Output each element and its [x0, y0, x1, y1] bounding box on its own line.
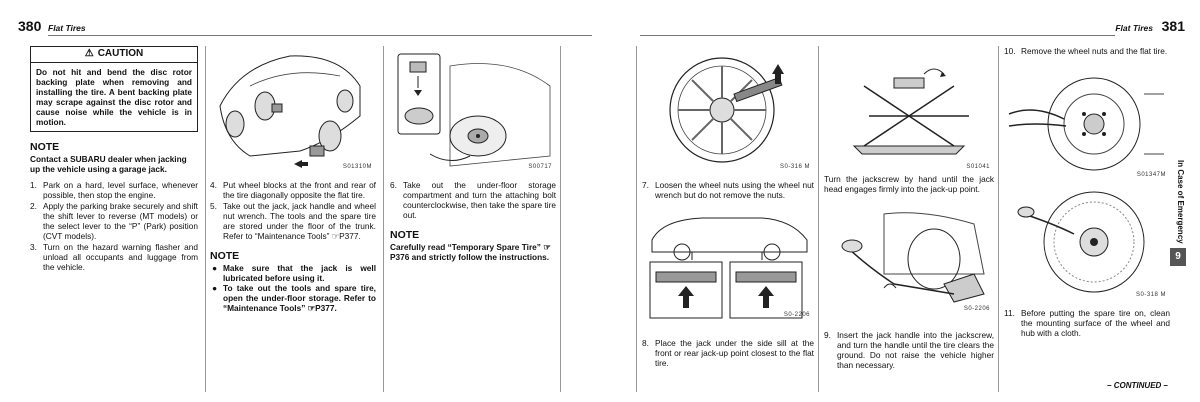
figure-code: S0-318 M — [1135, 292, 1166, 298]
chapter-label: In Case of Emergency — [1176, 160, 1185, 244]
steps-list — [642, 338, 814, 368]
step-item: 10. Remove the wheel nuts and the flat tire. — [1004, 46, 1168, 56]
wheel-nut-wrench-illustration — [642, 46, 814, 174]
figure-code: S0-2206 — [783, 312, 810, 318]
step-item: 2. Apply the parking brake securely and shift the shift lever to reverse (MT models) or the select lever to the “P” (Park) position (CVT models). — [30, 201, 198, 241]
jack-up-points-illustration — [642, 210, 814, 322]
jack-handle-illustration — [824, 204, 994, 316]
steps-list — [1004, 308, 1170, 338]
steps-list — [824, 330, 994, 370]
figure-code: S0-316 M — [779, 164, 810, 170]
right-header — [640, 18, 1185, 36]
remove-wheel-illustration — [1004, 64, 1170, 182]
right-page — [600, 0, 1200, 402]
note-title: NOTE — [30, 141, 60, 153]
continued-label: – CONTINUED – — [1107, 381, 1168, 390]
header-title: Flat Tires — [48, 23, 86, 33]
figure-code: S01310M — [342, 164, 372, 170]
step-item: 1. Park on a hard, level surface, whenever possible, then stop the engine. — [30, 180, 198, 200]
step-item: 8. Place the jack under the side sill at the front or rear jack-up point closest to the flat tire. — [642, 338, 814, 368]
figure-code: S01041 — [966, 164, 990, 170]
figure-code: S01347M — [1136, 172, 1166, 178]
chapter-side-tab — [1170, 160, 1186, 280]
note-title: NOTE — [210, 250, 240, 262]
wheel-blocks-illustration — [210, 46, 376, 174]
step-item: 6. Take out the under-floor storage compartment and turn the attaching bolt counterclockwise, then take the spare tire out. — [390, 180, 556, 220]
step-item: 5. Take out the jack, jack handle and wheel nut wrench. The tools and the spare tire are stored under the floor of the trunk. Refer to “Maintenance Tools” ☞P377. — [210, 201, 376, 241]
spare-tire-wheel-illustration — [1004, 184, 1170, 302]
left-header — [18, 18, 592, 36]
steps-list — [642, 180, 814, 200]
note-bullet: ● Make sure that the jack is well lubricated before using it. — [212, 263, 376, 283]
step-item: 3. Turn on the hazard warning flasher and unload all occupants and luggage from the vehicle. — [30, 242, 198, 272]
column-1 — [30, 46, 198, 392]
step-item: 7. Loosen the wheel nuts using the wheel nut wrench but do not remove the nuts. — [642, 180, 814, 200]
note-text: Carefully read “Temporary Spare Tire” ☞P376 and strictly follow the instructions. — [390, 242, 551, 262]
note-bullet: ● To take out the tools and spare tire, open the under-floor storage. Refer to “Maintenance Tools” ☞P377. — [212, 283, 376, 313]
steps-list — [390, 180, 556, 220]
spare-tire-storage-illustration — [390, 46, 556, 174]
steps-list — [210, 180, 376, 241]
step-item: 4. Put wheel blocks at the front and rear of the tire diagonally opposite the flat tire. — [210, 180, 376, 200]
caution-heading: ⚠ CAUTION — [31, 47, 197, 63]
note-title: NOTE — [390, 229, 420, 241]
jackscrew-text: Turn the jackscrew by hand until the jack head engages firmly into the jack-up point. — [824, 174, 994, 194]
column-3 — [1004, 46, 1170, 392]
jack-illustration — [824, 46, 994, 174]
warning-triangle-icon: ⚠ — [84, 48, 94, 59]
column-2 — [210, 46, 376, 392]
header-title: Flat Tires — [1115, 23, 1153, 33]
page-number: 381 — [1161, 18, 1185, 34]
steps-list — [1004, 46, 1170, 56]
column-3 — [390, 46, 556, 392]
caution-text: Do not hit and bend the disc rotor backing plate when removing and installing the tire. A bent backing plate may scrape against the disc rotor and cause noise while the vehicle is in motion. — [36, 67, 192, 127]
page-number: 380 — [18, 18, 42, 34]
column-2 — [824, 46, 994, 392]
figure-code: S0-2206 — [963, 306, 990, 312]
note-text: Contact a SUBARU dealer when jacking up the vehicle using a garage jack. — [30, 154, 187, 174]
caution-box — [30, 46, 198, 132]
step-item: 11. Before putting the spare tire on, clean the mounting surface of the wheel and hub with a cloth. — [1004, 308, 1170, 338]
figure-code: S00717 — [528, 164, 552, 170]
chapter-number: 9 — [1170, 248, 1186, 266]
steps-list — [30, 180, 198, 272]
step-item: 9. Insert the jack handle into the jackscrew, and turn the handle until the tire clears the ground. Do not raise the vehicle higher than necessary. — [824, 330, 994, 370]
column-1 — [642, 46, 814, 392]
